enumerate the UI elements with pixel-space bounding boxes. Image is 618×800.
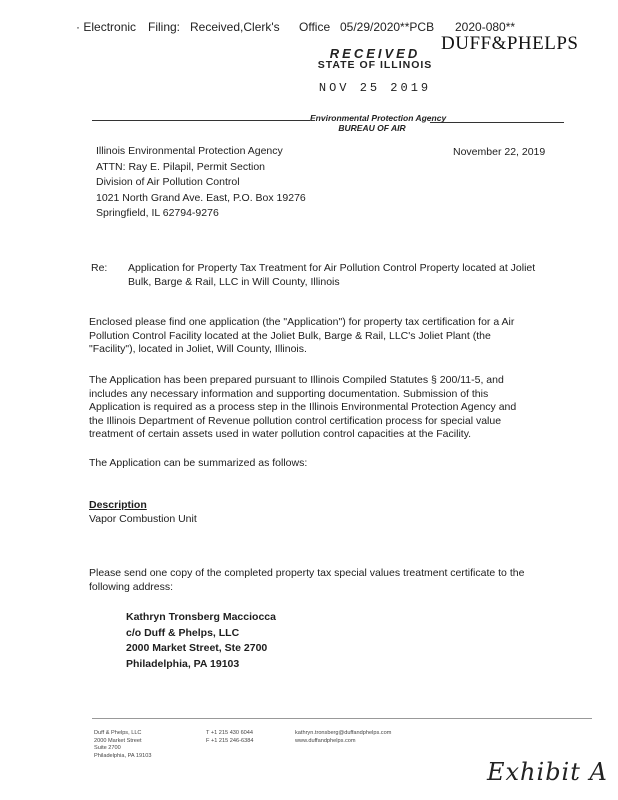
received-stamp — [300, 46, 450, 95]
agency-stamp-line1: Environmental Protection Agency — [310, 113, 447, 123]
recipient-line: Illinois Environmental Protection Agency — [96, 145, 283, 157]
header-rule-right — [430, 122, 564, 123]
footer-address — [94, 730, 151, 760]
paragraph-application: The Application has been prepared pursuant to Illinois Compiled Statutes § 200/11-5, and includes any necessary information and supporting documentation. Submission of this Application is required as a process step in the Illinois Environmental Protection Agency and the Illinois Department of Revenue pollution control certification process for special value treatment of certain assets used in water pollution control capacities at the Facility. — [89, 374, 517, 441]
return-address-line: Philadelphia, PA 19103 — [126, 657, 240, 670]
received-stamp-date: NOV 25 2019 — [318, 81, 432, 95]
filing-header-case: 2020-080** — [455, 20, 516, 34]
agency-stamp-line2: BUREAU OF AIR — [338, 123, 406, 133]
return-address — [126, 610, 276, 672]
return-address-line: 2000 Market Street, Ste 2700 — [126, 642, 268, 654]
header-rule-left — [92, 120, 310, 121]
description-item: Vapor Combustion Unit — [89, 513, 197, 525]
recipient-line: Springfield, IL 62794-9276 — [96, 207, 219, 219]
filing-header-received: Received,Clerk's — [190, 20, 280, 34]
footer-contact — [295, 730, 391, 745]
re-subject-line: Application for Property Tax Treatment for Air Pollution Control Property located at Joliet — [128, 262, 536, 274]
received-stamp-state: STATE OF ILLINOIS — [317, 59, 433, 71]
footer-phone: T +1 215 430 6044 — [206, 730, 254, 736]
recipient-line: 1021 North Grand Ave. East, P.O. Box 19276 — [96, 191, 306, 204]
re-subject-line: Bulk, Barge & Rail, LLC in Will County, Illinois — [128, 275, 340, 288]
re-subject — [128, 262, 535, 289]
footer-email: kathryn.tronsberg@duffandphelps.com — [295, 730, 392, 736]
paragraph-enclosure: Enclosed please find one application (the "Application") for property tax certification for a Air Pollution Control Facility located at the Joliet Bulk, Barge & Rail, LLC's Joliet Plant (the "Facility"), located in Joliet, Will County, Illinois. — [89, 316, 515, 356]
filing-header-date: 05/29/2020**PCB — [340, 20, 435, 34]
footer-address-line: Suite 2700 — [94, 745, 121, 752]
agency-stamp — [310, 113, 447, 133]
paragraph-summary-intro: The Application can be summarized as follows: — [89, 457, 308, 469]
footer-phones — [206, 730, 253, 745]
received-stamp-title: RECEIVED — [329, 46, 421, 61]
recipient-line: ATTN: Ray E. Pilapil, Permit Section — [96, 160, 266, 173]
exhibit-mark: Exhibit A — [487, 758, 608, 786]
re-label: Re: — [91, 262, 108, 274]
footer-address-line: Philadelphia, PA 19103 — [94, 752, 152, 759]
footer-address-line: 2000 Market Street — [94, 737, 142, 744]
paragraph-closing: Please send one copy of the completed property tax special values treatment certificate to the following address: — [89, 567, 525, 593]
filing-header-filing: Filing: — [148, 20, 181, 34]
footer-rule — [92, 718, 592, 719]
footer-website: www.duffandphelps.com — [295, 737, 356, 744]
description-heading: Description — [89, 499, 147, 511]
return-address-line: Kathryn Tronsberg Macciocca — [126, 611, 276, 623]
footer-address-line: Duff & Phelps, LLC — [94, 730, 142, 736]
footer-fax: F +1 215 246-6384 — [206, 737, 254, 744]
filing-header-office: Office — [299, 20, 331, 34]
filing-header-prefix: · Electronic — [76, 20, 137, 34]
return-address-line: c/o Duff & Phelps, LLC — [126, 626, 240, 639]
recipient-address — [96, 144, 306, 222]
company-logo: DUFF&PHELPS — [441, 33, 579, 54]
recipient-line: Division of Air Pollution Control — [96, 176, 240, 188]
letter-date: November 22, 2019 — [453, 146, 546, 158]
